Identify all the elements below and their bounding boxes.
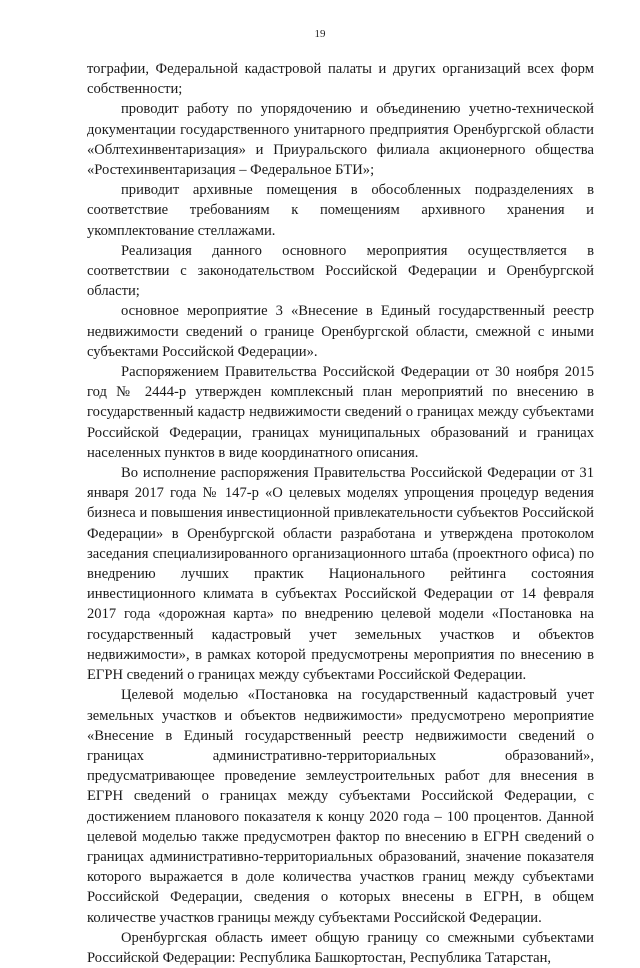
- paragraph: Во исполнение распоряжения Правительства Российской Федерации от 31 января 2017 года № 147-р «О целевых моделях упрощения процедур ведения бизнеса и повышения инвестиционной привлекательности субъектов Российской Федерации» в Оренбургской области разработана и утверждена протоколом заседания специализированного организационного штаба (проектного офиса) по внедрению лучших практик Национального рейтинга состояния инвестиционного климата в субъектах Российской Федерации от 14 февраля 2017 года «дорожная карта» по внедрению целевой модели «Постановка на государственный кадастровый учет земельных участков и объектов недвижимости», в рамках которой предусмотрены мероприятия по внесению в ЕГРН сведений о границах между субъектами Российской Федерации.: [87, 465, 594, 684]
- paragraph: проводит работу по упорядочению и объединению учетно-технической документации государственного унитарного предприятия Оренбургской области «Облтехинвентаризация» и Приуральского филиала акционерного общества «Ростехинвентаризация – Федеральное БТИ»;: [87, 101, 594, 179]
- paragraph: Распоряжением Правительства Российской Федерации от 30 ноября 2015 год № 2444-р утвержден комплексный план мероприятий по внесению в государственный кадастр недвижимости сведений о границах между субъектами Российской Федерации, границах муниципальных образований и границах населенных пунктов в виде координатного описания.: [87, 364, 594, 461]
- document-body: [87, 59, 594, 968]
- paragraph: Реализация данного основного мероприятия осуществляется в соответствии с законодательством Российской Федерации и Оренбургской области;: [87, 242, 594, 300]
- paragraph: основное мероприятие 3 «Внесение в Единый государственный реестр недвижимости сведений о границе Оренбургской области, смежной с иными субъектами Российской Федерации».: [87, 303, 594, 360]
- paragraph: Оренбургская область имеет общую границу со смежными субъектами Российской Федерации: Республика Башкортостан, Республика Татарстан,: [87, 929, 594, 966]
- paragraph: тографии, Федеральной кадастровой палаты и других организаций всех форм собственности;: [87, 61, 594, 98]
- paragraph: приводит архивные помещения в обособленных подразделениях в соответствие требованиям к помещениям архивного хранения и укомплектование стеллажами.: [87, 182, 594, 239]
- page-number: 19: [314, 28, 326, 40]
- paragraph: Целевой моделью «Постановка на государственный кадастровый учет земельных участков и объектов недвижимости» предусмотрено мероприятие «Внесение в Единый государственный реестр недвижимости сведений о границах административно-территориальных образований», предусматривающее проведение землеустроительных работ для внесения в ЕГРН сведений о границах между субъектами Российской Федерации, с достижением планового показателя к концу 2020 года – 100 процентов. Данной целевой моделью также предусмотрен фактор по внесению в ЕГРН сведений о границах административно-территориальных образований, значение показателя которого выражается в доле количества участков границ между субъектами Российской Федерации, сведения о которых внесены в ЕГРН, в общем количестве участков границы между субъектами Российской Федерации.: [87, 687, 594, 926]
